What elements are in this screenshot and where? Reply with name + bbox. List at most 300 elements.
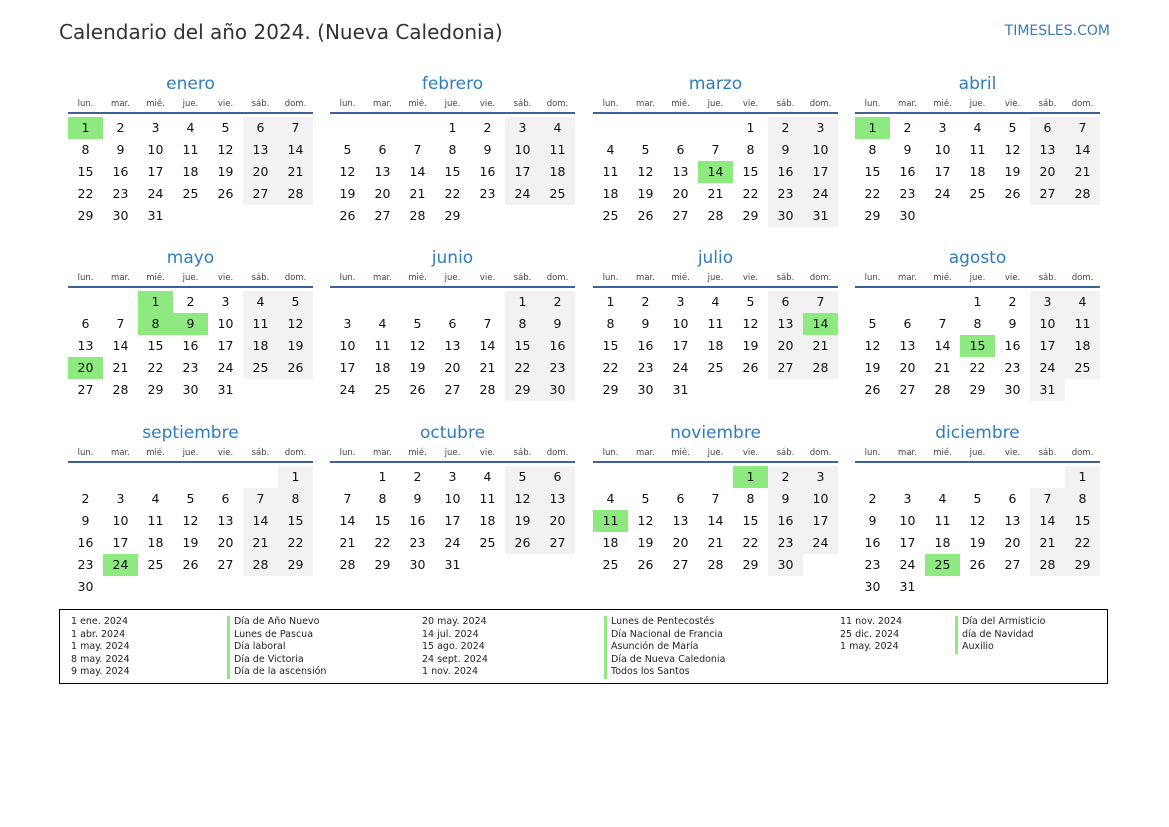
day-cell: 22 — [602, 360, 619, 375]
day-cell: 6 — [378, 142, 387, 157]
week-row — [855, 510, 1100, 532]
day-cell: 15 — [77, 164, 94, 179]
day-cell: 20 — [768, 335, 803, 357]
weekday-label: vie. — [217, 448, 234, 458]
empty-cell — [278, 379, 313, 401]
month-agosto — [855, 247, 1100, 401]
day-cell: 24 — [444, 535, 461, 550]
day-cell: 31 — [803, 205, 838, 227]
day-cell: 1 — [606, 294, 615, 309]
day-cell: 7 — [711, 491, 720, 506]
weekday-header — [593, 97, 838, 114]
legend-holiday-name: Día de Victoria — [227, 654, 326, 667]
day-cell: 14 — [934, 338, 951, 353]
day-cell: 23 — [409, 535, 426, 550]
week-row — [593, 183, 838, 205]
weekday-label: mié. — [671, 448, 690, 458]
day-cell: 11 — [147, 513, 164, 528]
day-cell: 20 — [899, 360, 916, 375]
day-cell: 11 — [540, 139, 575, 161]
day-cell: 11 — [182, 142, 199, 157]
empty-cell — [540, 205, 575, 227]
day-grid — [330, 117, 575, 227]
month-octubre — [330, 422, 575, 576]
day-cell: 23 — [637, 360, 654, 375]
holiday-legend — [59, 609, 1108, 684]
weekday-header — [855, 446, 1100, 463]
empty-cell — [663, 466, 698, 488]
week-row — [330, 335, 575, 357]
month-name: agosto — [948, 248, 1007, 268]
day-cell: 28 — [278, 183, 313, 205]
day-cell: 18 — [147, 535, 164, 550]
day-cell: 19 — [409, 360, 426, 375]
day-cell: 24 — [217, 360, 234, 375]
weekday-label: sáb. — [776, 448, 795, 458]
day-cell: 2 — [903, 120, 912, 135]
day-cell: 28 — [112, 382, 129, 397]
day-cell: 12 — [278, 313, 313, 335]
weekday-label: sáb. — [251, 448, 270, 458]
week-row — [855, 161, 1100, 183]
day-cell: 17 — [112, 535, 129, 550]
day-cell: 12 — [864, 338, 881, 353]
day-cell: 26 — [409, 382, 426, 397]
week-row — [593, 379, 838, 401]
empty-cell — [890, 291, 925, 313]
month-name: marzo — [688, 74, 743, 94]
weekday-label: sáb. — [776, 99, 795, 109]
month-name: septiembre — [142, 423, 239, 443]
empty-cell — [803, 379, 838, 401]
day-cell: 4 — [711, 294, 720, 309]
week-row — [593, 313, 838, 335]
day-cell: 26 — [339, 208, 356, 223]
day-cell: 26 — [637, 557, 654, 572]
month-enero — [68, 73, 313, 227]
empty-cell — [173, 576, 208, 598]
day-cell: 25 — [147, 557, 164, 572]
day-cell: 28 — [409, 208, 426, 223]
day-cell: 4 — [540, 117, 575, 139]
empty-cell — [960, 576, 995, 598]
week-row — [855, 466, 1100, 488]
week-row — [855, 183, 1100, 205]
empty-cell — [173, 466, 208, 488]
day-cell: 7 — [1065, 117, 1100, 139]
day-cell: 28 — [243, 554, 278, 576]
weekday-label: mar. — [636, 99, 655, 109]
week-row — [593, 357, 838, 379]
weekday-label: mié. — [146, 273, 165, 283]
day-cell: 21 — [803, 335, 838, 357]
day-cell: 28 — [707, 208, 724, 223]
day-cell: 16 — [112, 164, 129, 179]
week-row — [68, 576, 313, 598]
weekday-label: mar. — [636, 448, 655, 458]
empty-cell — [208, 466, 243, 488]
day-cell: 19 — [339, 186, 356, 201]
day-cell: 7 — [243, 488, 278, 510]
day-cell: 17 — [803, 510, 838, 532]
day-cell: 13 — [768, 313, 803, 335]
weekday-label: jue. — [444, 273, 461, 283]
month-name: febrero — [421, 74, 484, 94]
week-row — [593, 161, 838, 183]
week-row — [855, 139, 1100, 161]
day-cell: 15 — [960, 335, 995, 357]
day-cell: 19 — [182, 535, 199, 550]
weekday-label: dom. — [284, 448, 307, 458]
day-cell: 9 — [868, 513, 877, 528]
day-cell: 26 — [217, 186, 234, 201]
week-row — [68, 335, 313, 357]
day-cell: 15 — [742, 164, 759, 179]
day-cell: 29 — [505, 379, 540, 401]
weekday-label: sáb. — [513, 99, 532, 109]
day-cell: 17 — [217, 338, 234, 353]
day-cell: 28 — [934, 382, 951, 397]
day-cell: 22 — [742, 186, 759, 201]
day-cell: 26 — [969, 557, 986, 572]
weekday-label: mié. — [146, 99, 165, 109]
day-cell: 1 — [68, 117, 103, 139]
legend-date: 25 dic. 2024 — [840, 628, 900, 640]
weekday-header — [855, 97, 1100, 114]
week-row — [593, 291, 838, 313]
day-cell: 20 — [672, 186, 689, 201]
day-cell: 14 — [409, 164, 426, 179]
week-row — [68, 532, 313, 554]
day-cell: 21 — [278, 161, 313, 183]
day-cell: 12 — [1004, 142, 1021, 157]
weekday-label: vie. — [742, 99, 759, 109]
legend-holiday-name: Día Nacional de Francia — [604, 629, 725, 642]
empty-cell — [593, 466, 628, 488]
day-cell: 17 — [339, 360, 356, 375]
day-cell: 7 — [711, 142, 720, 157]
day-cell: 3 — [676, 294, 685, 309]
day-cell: 8 — [973, 316, 982, 331]
weekday-label: dom. — [1071, 273, 1094, 283]
empty-cell — [628, 466, 663, 488]
month-junio — [330, 247, 575, 401]
legend-col-2-names — [604, 616, 725, 679]
day-cell: 4 — [378, 316, 387, 331]
week-row — [330, 183, 575, 205]
day-cell: 4 — [973, 120, 982, 135]
day-cell: 18 — [602, 535, 619, 550]
day-cell: 31 — [672, 382, 689, 397]
day-cell: 8 — [1065, 488, 1100, 510]
empty-cell — [593, 117, 628, 139]
day-cell: 24 — [1030, 357, 1065, 379]
day-cell: 24 — [339, 382, 356, 397]
day-cell: 4 — [483, 469, 492, 484]
day-cell: 30 — [77, 579, 94, 594]
empty-cell — [1065, 205, 1100, 227]
day-cell: 21 — [707, 186, 724, 201]
day-cell: 16 — [1004, 338, 1021, 353]
weekday-label: vie. — [742, 448, 759, 458]
day-cell: 14 — [707, 513, 724, 528]
day-cell: 22 — [444, 186, 461, 201]
day-cell: 5 — [186, 491, 195, 506]
week-row — [855, 357, 1100, 379]
weekday-label: sáb. — [513, 273, 532, 283]
day-cell: 30 — [864, 579, 881, 594]
day-cell: 28 — [1030, 554, 1065, 576]
day-cell: 5 — [221, 120, 230, 135]
month-abril — [855, 73, 1100, 227]
day-cell: 20 — [540, 510, 575, 532]
weekday-label: lun. — [339, 273, 356, 283]
week-row — [68, 139, 313, 161]
day-cell: 21 — [1065, 161, 1100, 183]
day-cell: 2 — [1008, 294, 1017, 309]
day-cell: 24 — [899, 557, 916, 572]
weekday-label: jue. — [444, 99, 461, 109]
empty-cell — [243, 379, 278, 401]
day-cell: 8 — [448, 142, 457, 157]
day-cell: 13 — [672, 164, 689, 179]
month-name: noviembre — [670, 423, 761, 443]
weekday-label: lun. — [77, 448, 94, 458]
empty-cell — [995, 576, 1030, 598]
legend-date: 1 nov. 2024 — [422, 666, 478, 677]
day-cell: 28 — [339, 557, 356, 572]
day-cell: 28 — [803, 357, 838, 379]
day-cell: 11 — [1065, 313, 1100, 335]
empty-cell — [208, 576, 243, 598]
day-cell: 11 — [602, 164, 619, 179]
day-cell: 19 — [505, 510, 540, 532]
week-row — [68, 117, 313, 139]
day-cell: 29 — [969, 382, 986, 397]
empty-cell — [400, 117, 435, 139]
day-cell: 25 — [969, 186, 986, 201]
legend-holiday-name: Lunes de Pascua — [227, 629, 326, 642]
day-cell: 12 — [409, 338, 426, 353]
day-cell: 5 — [1008, 120, 1017, 135]
day-cell: 22 — [77, 186, 94, 201]
empty-cell — [960, 466, 995, 488]
day-grid — [330, 291, 575, 401]
legend-holiday-name: Día de Nueva Caledonia — [604, 654, 725, 667]
week-row — [330, 554, 575, 576]
weekday-label: jue. — [707, 273, 724, 283]
day-cell: 23 — [899, 186, 916, 201]
day-cell: 24 — [505, 183, 540, 205]
site-link[interactable]: TIMESLES.COM — [1004, 23, 1110, 39]
day-cell: 24 — [147, 186, 164, 201]
legend-holiday-name: Día laboral — [227, 641, 326, 654]
day-cell: 4 — [606, 491, 615, 506]
day-cell: 21 — [409, 186, 426, 201]
day-cell: 17 — [505, 161, 540, 183]
day-cell: 16 — [864, 535, 881, 550]
day-grid — [855, 291, 1100, 401]
day-cell: 22 — [1065, 532, 1100, 554]
day-cell: 16 — [77, 535, 94, 550]
empty-cell — [103, 466, 138, 488]
day-cell: 14 — [278, 139, 313, 161]
day-cell: 31 — [147, 208, 164, 223]
empty-cell — [733, 379, 768, 401]
day-cell: 29 — [1065, 554, 1100, 576]
day-cell: 17 — [672, 338, 689, 353]
day-cell: 25 — [707, 360, 724, 375]
week-row — [330, 357, 575, 379]
day-cell: 2 — [483, 120, 492, 135]
day-cell: 7 — [1030, 488, 1065, 510]
day-cell: 30 — [540, 379, 575, 401]
weekday-label: jue. — [182, 99, 199, 109]
legend-date: 1 abr. 2024 — [71, 628, 126, 640]
empty-cell — [208, 205, 243, 227]
weekday-header — [855, 271, 1100, 288]
week-row — [593, 117, 838, 139]
week-row — [68, 510, 313, 532]
weekday-label: mar. — [111, 273, 130, 283]
day-cell: 31 — [217, 382, 234, 397]
day-cell: 20 — [68, 357, 103, 379]
day-cell: 19 — [637, 535, 654, 550]
day-cell: 6 — [81, 316, 90, 331]
day-grid — [68, 117, 313, 227]
day-cell: 30 — [768, 205, 803, 227]
day-cell: 25 — [182, 186, 199, 201]
day-cell: 7 — [483, 316, 492, 331]
weekday-header — [68, 97, 313, 114]
day-cell: 17 — [147, 164, 164, 179]
week-row — [593, 205, 838, 227]
day-cell: 10 — [803, 139, 838, 161]
week-row — [330, 291, 575, 313]
month-name: abril — [958, 74, 997, 94]
day-cell: 26 — [505, 532, 540, 554]
day-cell: 4 — [243, 291, 278, 313]
day-cell: 3 — [803, 117, 838, 139]
day-cell: 22 — [742, 535, 759, 550]
day-cell: 30 — [409, 557, 426, 572]
day-cell: 5 — [641, 142, 650, 157]
empty-cell — [995, 466, 1030, 488]
weekday-label: lun. — [602, 273, 619, 283]
day-cell: 11 — [243, 313, 278, 335]
day-cell: 6 — [448, 316, 457, 331]
day-cell: 28 — [479, 382, 496, 397]
legend-col-3-names — [955, 616, 1045, 654]
week-row — [593, 466, 838, 488]
week-row — [855, 532, 1100, 554]
day-cell: 6 — [768, 291, 803, 313]
empty-cell — [68, 291, 103, 313]
day-grid — [855, 466, 1100, 598]
weekday-label: dom. — [546, 99, 569, 109]
day-cell: 15 — [374, 513, 391, 528]
day-cell: 8 — [138, 313, 173, 335]
weekday-label: vie. — [479, 273, 496, 283]
day-cell: 1 — [746, 120, 755, 135]
legend-date: 9 may. 2024 — [71, 666, 130, 677]
day-cell: 12 — [505, 488, 540, 510]
day-cell: 27 — [1030, 183, 1065, 205]
day-cell: 29 — [444, 208, 461, 223]
weekday-label: dom. — [1071, 448, 1094, 458]
day-cell: 9 — [641, 316, 650, 331]
day-cell: 15 — [444, 164, 461, 179]
day-cell: 18 — [934, 535, 951, 550]
week-row — [855, 488, 1100, 510]
day-cell: 8 — [746, 491, 755, 506]
day-cell: 25 — [602, 208, 619, 223]
day-cell: 6 — [1030, 117, 1065, 139]
day-cell: 10 — [112, 513, 129, 528]
day-cell: 11 — [934, 513, 951, 528]
empty-cell — [925, 205, 960, 227]
weekday-label: jue. — [707, 99, 724, 109]
empty-cell — [365, 291, 400, 313]
weekday-label: lun. — [339, 448, 356, 458]
weekday-label: jue. — [969, 448, 986, 458]
day-cell: 22 — [147, 360, 164, 375]
empty-cell — [243, 576, 278, 598]
day-cell: 8 — [868, 142, 877, 157]
day-cell: 10 — [444, 491, 461, 506]
empty-cell — [470, 554, 505, 576]
day-cell: 3 — [938, 120, 947, 135]
weekday-label: lun. — [602, 448, 619, 458]
week-row — [593, 335, 838, 357]
day-cell: 9 — [173, 313, 208, 335]
day-cell: 4 — [1065, 291, 1100, 313]
day-cell: 10 — [217, 316, 234, 331]
day-cell: 12 — [182, 513, 199, 528]
weekday-label: vie. — [1004, 99, 1021, 109]
day-cell: 12 — [339, 164, 356, 179]
week-row — [855, 291, 1100, 313]
day-cell: 1 — [855, 117, 890, 139]
empty-cell — [330, 466, 365, 488]
day-cell: 13 — [1030, 139, 1065, 161]
day-cell: 5 — [746, 294, 755, 309]
day-grid — [593, 466, 838, 576]
day-cell: 20 — [374, 186, 391, 201]
month-marzo — [593, 73, 838, 227]
day-cell: 24 — [803, 532, 838, 554]
day-cell: 11 — [969, 142, 986, 157]
legend-holiday-name: día de Navidad — [955, 629, 1045, 642]
month-name: diciembre — [935, 423, 1020, 443]
week-row — [855, 379, 1100, 401]
empty-cell — [855, 466, 890, 488]
weekday-label: dom. — [546, 448, 569, 458]
week-row — [593, 510, 838, 532]
day-cell: 8 — [505, 313, 540, 335]
day-cell: 29 — [742, 557, 759, 572]
day-cell: 27 — [217, 557, 234, 572]
month-name: julio — [697, 248, 734, 268]
empty-cell — [505, 205, 540, 227]
day-cell: 5 — [278, 291, 313, 313]
day-cell: 15 — [864, 164, 881, 179]
day-cell: 6 — [540, 466, 575, 488]
day-cell: 13 — [374, 164, 391, 179]
weekday-label: lun. — [77, 273, 94, 283]
day-cell: 9 — [483, 142, 492, 157]
day-cell: 27 — [1004, 557, 1021, 572]
